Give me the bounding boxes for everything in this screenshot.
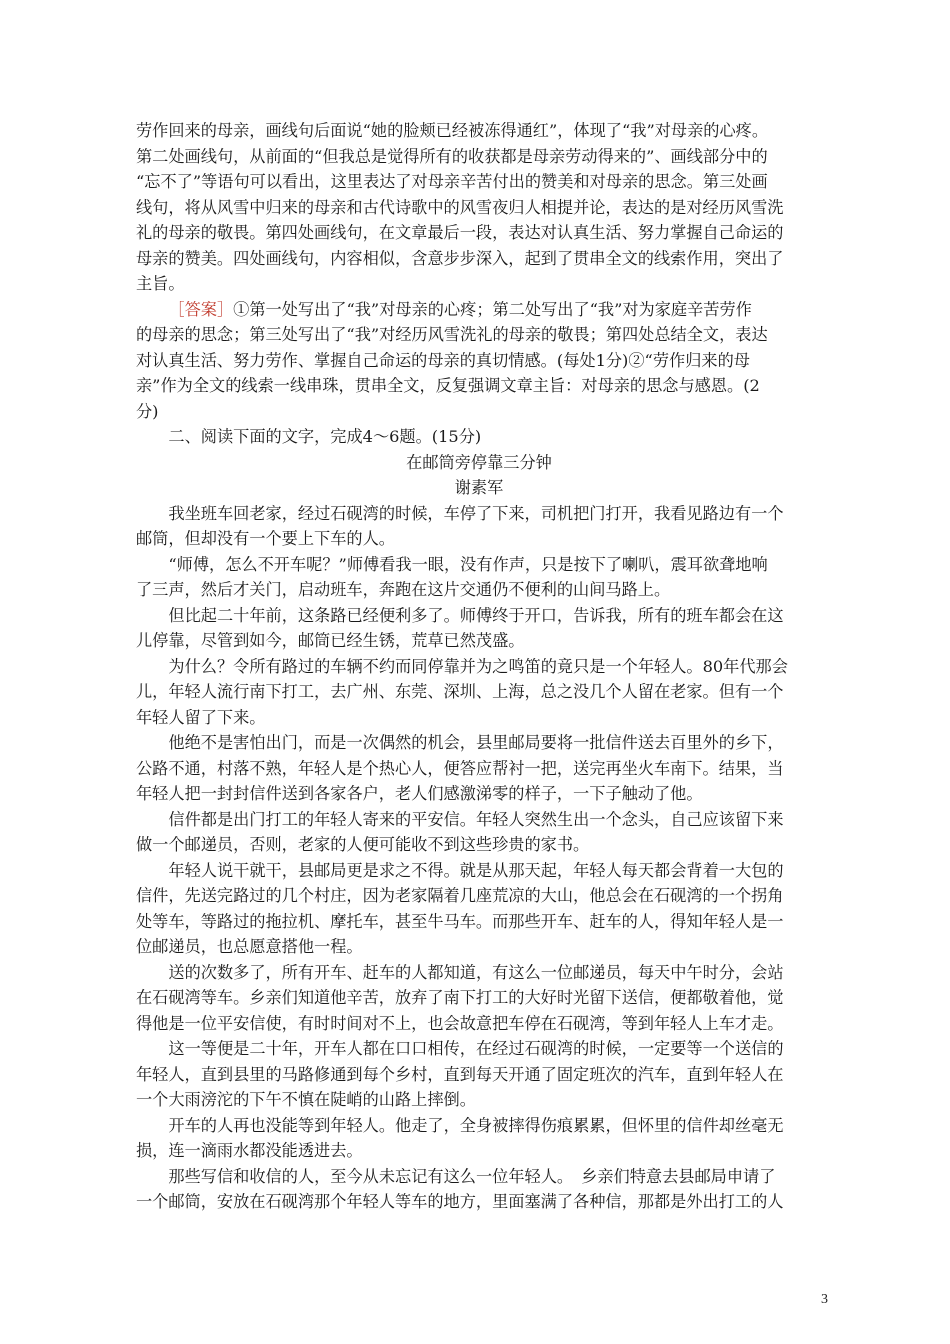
- article-paragraph: [136, 730, 822, 807]
- text-line: 位邮递员，也总愿意搭他一程。: [136, 937, 363, 956]
- text-line: 但比起二十年前，这条路已经便利多了。师傅终于开口，告诉我，所有的班车都会在这: [168, 605, 784, 625]
- text-line: 礼的母亲的敬畏。第四处画线句，在文章最后一段，表达对认真生活、努力掌握自己命运的: [136, 223, 784, 242]
- answer-paragraph: [136, 297, 822, 425]
- text-line: 开车的人再也没能等到年轻人。他走了，全身被摔得伤痕累累，但怀里的信件却丝毫无: [168, 1115, 784, 1135]
- text-line: 我坐班车回老家，经过石砚湾的时候，车停了下来，司机把门打开，我看见路边有一个: [168, 503, 784, 523]
- text-line: 母亲的赞美。四处画线句，内容相似，含意步步深入，起到了贯串全文的线索作用，突出了: [136, 248, 784, 268]
- answer-tag: ［答案］: [168, 299, 234, 319]
- article-paragraph: [136, 807, 822, 858]
- text-line: 主旨。: [136, 274, 185, 293]
- text-line: “师傅，怎么不开车呢？”师傅看我一眼，没有作声，只是按下了喇叭，震耳欲聋地响: [168, 554, 768, 574]
- article-paragraph: [136, 501, 822, 552]
- text-line: 信件，先送完路过的几个村庄，因为老家隔着几座荒凉的大山，他总会在石砚湾的一个拐角: [136, 886, 784, 905]
- text-line: 邮筒，但却没有一个要上下车的人。: [136, 529, 395, 548]
- text-line: 做一个邮递员，否则，老家的人便可能收不到这些珍贵的家书。: [136, 835, 590, 854]
- article-paragraph: [136, 552, 822, 603]
- answer-first-text: ①第一处写出了“我”对母亲的心疼；第二处写出了“我”对为家庭辛苦劳作: [233, 299, 752, 319]
- text-line: 分): [136, 401, 159, 421]
- article-paragraph: [136, 654, 822, 731]
- text-line: 得他是一位平安信使，有时时间对不上，也会故意把车停在石砚湾，等到年轻人上车才走。: [136, 1013, 784, 1033]
- analysis-paragraph: [136, 118, 822, 297]
- text-line: 年轻人说干就干，县邮局更是求之不得。就是从那天起，年轻人每天都会背着一大包的: [168, 860, 784, 880]
- text-line: 年轻人留了下来。: [136, 707, 266, 727]
- article-paragraph: [136, 858, 822, 960]
- article-body: [136, 501, 822, 1215]
- article-title: 在邮筒旁停靠三分钟: [406, 452, 552, 472]
- text-line: 线句，将从风雪中归来的母亲和古代诗歌中的风雪夜归人相提并论，表达的是对经历风雪洗: [136, 197, 784, 217]
- text-line: 年轻人，直到县里的马路修通到每个乡村，直到每天开通了固定班次的汽车，直到年轻人在: [136, 1064, 784, 1084]
- section-heading: 二、阅读下面的文字，完成4～6题。(15分): [168, 427, 482, 446]
- text-line: 儿停靠，尽管到如今，邮筒已经生锈，荒草已然茂盛。: [136, 631, 525, 650]
- text-line: 那些写信和收信的人，至今从未忘记有这么一位年轻人。 乡亲们特意去县邮局申请了: [168, 1166, 776, 1186]
- text-line: 一个大雨滂沱的下午不慎在陡峭的山路上摔倒。: [136, 1090, 476, 1109]
- text-line: 亲”作为全文的线索一线串珠，贯串全文，反复强调文章主旨：对母亲的思念与感恩。(2: [136, 376, 760, 395]
- answer-first-line: [136, 297, 822, 323]
- page-number: 3: [821, 1292, 828, 1307]
- text-line: 第二处画线句，从前面的“但我总是觉得所有的收获都是母亲劳动得来的”、画线部分中的: [136, 146, 768, 166]
- text-line: 信件都是出门打工的年轻人寄来的平安信。年轻人突然生出一个念头，自己应该留下来: [168, 809, 784, 829]
- text-line: 在石砚湾等车。乡亲们知道他辛苦，放弃了南下打工的大好时光留下送信，便都敬着他，觉: [136, 988, 784, 1007]
- text-line: 他绝不是害怕出门，而是一次偶然的机会，县里邮局要将一批信件送去百里外的乡下，: [168, 733, 784, 752]
- text-line: 了三声，然后才关门，启动班车，奔跑在这片交通仍不便利的山间马路上。: [136, 580, 671, 599]
- text-line: 年轻人把一封封信件送到各家各户，老人们感激涕零的样子，一下子触动了他。: [136, 784, 703, 803]
- article-author: 谢素军: [454, 478, 504, 497]
- text-line: 这一等便是二十年，开车人都在口口相传，在经过石砚湾的时候，一定要等一个送信的: [168, 1039, 784, 1058]
- article-paragraph: [136, 603, 822, 654]
- text-line: 一个邮筒，安放在石砚湾那个年轻人等车的地方，里面塞满了各种信，那都是外出打工的人: [136, 1192, 784, 1211]
- text-line: 劳作回来的母亲，画线句后面说“她的脸颊已经被冻得通红”，体现了“我”对母亲的心疼。: [136, 121, 769, 140]
- text-line: 儿，年轻人流行南下打工，去广州、东莞、深圳、上海，总之没几个人留在老家。但有一个: [136, 682, 784, 701]
- text-line: 处等车，等路过的拖拉机、摩托车，甚至牛马车。而那些开车、赶车的人，得知年轻人是一: [136, 911, 784, 931]
- text-line: 对认真生活、努力劳作、掌握自己命运的母亲的真切情感。(每处1分)②“劳作归来的母: [136, 350, 750, 370]
- text-line: 公路不通，村落不熟，年轻人是个热心人，便答应帮衬一把，送完再坐火车南下。结果，当: [136, 758, 784, 778]
- article-paragraph: [136, 1036, 822, 1113]
- body-text: [136, 118, 822, 1215]
- article-paragraph: [136, 1113, 822, 1164]
- text-line: 的母亲的思念；第三处写出了“我”对经历风雪洗礼的母亲的敬畏；第四处总结全文，表达: [136, 325, 768, 344]
- text-line: 损，连一滴雨水都没能透进去。: [136, 1141, 363, 1160]
- article-paragraph: [136, 960, 822, 1037]
- text-line: 为什么？令所有路过的车辆不约而同停靠并为之鸣笛的竟只是一个年轻人。80年代那会: [168, 656, 788, 676]
- article-paragraph: [136, 1164, 822, 1215]
- text-line: “忘不了”等语句可以看出，这里表达了对母亲辛苦付出的赞美和对母亲的思念。第三处画: [136, 172, 768, 191]
- text-line: 送的次数多了，所有开车、赶车的人都知道，有这么一位邮递员，每天中午时分，会站: [168, 962, 784, 982]
